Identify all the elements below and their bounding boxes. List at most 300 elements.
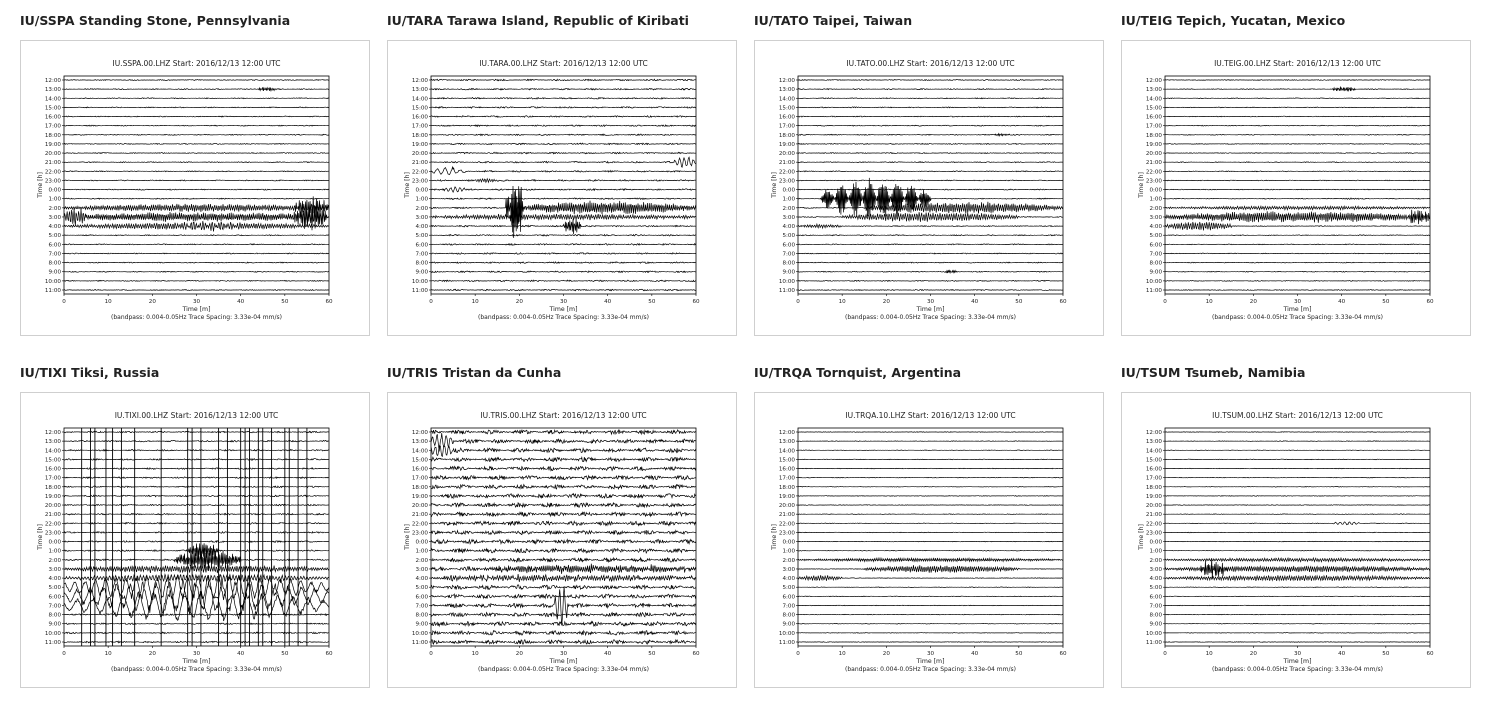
x-tick-label: 50	[281, 299, 289, 305]
y-axis-label: Time [h]	[37, 172, 44, 198]
x-tick-label: 20	[148, 651, 156, 657]
trace-line	[64, 290, 329, 291]
y-tick-label: 23:00	[778, 178, 795, 185]
y-tick-label: 5:00	[415, 585, 428, 592]
chart-footer: (bandpass: 0.004-0.05Hz Trace Spacing: 3.33e-04 mm/s)	[845, 666, 1016, 673]
trace-line	[1165, 198, 1430, 199]
y-axis-label: Time [h]	[771, 524, 778, 550]
y-tick-label: 7:00	[48, 603, 61, 610]
y-tick-label: 6:00	[415, 242, 428, 249]
y-tick-label: 4:00	[415, 224, 428, 231]
y-tick-label: 5:00	[48, 233, 61, 240]
chart-footer: (bandpass: 0.004-0.05Hz Trace Spacing: 3.33e-04 mm/s)	[111, 666, 282, 673]
y-tick-label: 20:00	[411, 151, 428, 158]
y-tick-label: 5:00	[1149, 233, 1162, 240]
trace-line	[1165, 575, 1430, 581]
y-tick-label: 21:00	[411, 512, 428, 519]
trace-line	[64, 198, 329, 199]
helicorder-chart	[1122, 393, 1470, 687]
y-tick-label: 15:00	[778, 457, 795, 464]
y-tick-label: 12:00	[44, 430, 61, 436]
y-tick-label: 21:00	[1145, 512, 1162, 519]
y-tick-label: 22:00	[411, 169, 428, 176]
y-tick-label: 10:00	[411, 630, 428, 637]
trace-line	[798, 514, 1063, 515]
trace-group	[431, 430, 696, 644]
trace-line	[431, 125, 696, 127]
y-tick-label: 19:00	[44, 493, 61, 500]
y-tick-label: 16:00	[1145, 114, 1162, 121]
y-tick-label: 0:00	[782, 539, 795, 546]
y-tick-label: 3:00	[782, 214, 795, 221]
trace-line	[798, 550, 1063, 551]
x-tick-label: 40	[604, 651, 612, 657]
y-tick-label: 1:00	[415, 196, 428, 203]
trace-line	[1165, 496, 1430, 497]
trace-line	[798, 134, 1063, 136]
y-tick-label: 13:00	[44, 439, 61, 446]
trace-line	[798, 125, 1063, 126]
y-tick-label: 18:00	[44, 132, 61, 139]
trace-line	[431, 88, 696, 90]
x-tick-label: 10	[104, 651, 112, 657]
trace-line	[798, 270, 1063, 273]
y-tick-label: 5:00	[48, 585, 61, 592]
y-tick-label: 6:00	[1149, 594, 1162, 601]
trace-line	[798, 153, 1063, 154]
chart-footer: (bandpass: 0.004-0.05Hz Trace Spacing: 3.33e-04 mm/s)	[478, 314, 649, 321]
trace-line	[1165, 450, 1430, 451]
y-tick-label: 8:00	[48, 260, 61, 267]
y-tick-label: 9:00	[415, 269, 428, 276]
station-heading: IU/TSUM Tsumeb, Namibia	[1121, 365, 1306, 380]
y-tick-label: 9:00	[48, 269, 61, 276]
x-tick-label: 50	[281, 651, 289, 657]
trace-line	[798, 614, 1063, 615]
trace-line	[1165, 477, 1430, 478]
x-tick-label: 10	[1205, 299, 1213, 305]
y-tick-label: 14:00	[411, 448, 428, 455]
trace-line	[798, 558, 1063, 562]
trace-line	[798, 459, 1063, 460]
trace-line	[1165, 605, 1430, 606]
x-axis-label: Time [m]	[182, 306, 211, 313]
y-tick-label: 0:00	[48, 187, 61, 194]
trace-line	[1165, 98, 1430, 99]
y-tick-label: 8:00	[782, 612, 795, 619]
x-tick-label: 0	[796, 299, 800, 305]
y-tick-label: 13:00	[411, 439, 428, 446]
y-tick-label: 22:00	[778, 169, 795, 176]
y-tick-label: 8:00	[48, 612, 61, 619]
trace-line	[798, 523, 1063, 524]
y-tick-label: 9:00	[1149, 269, 1162, 276]
y-tick-label: 20:00	[1145, 503, 1162, 510]
trace-line	[1165, 210, 1430, 224]
y-tick-label: 13:00	[778, 439, 795, 446]
trace-line	[798, 575, 1063, 581]
x-tick-label: 10	[471, 299, 479, 305]
station-heading: IU/TRIS Tristan da Cunha	[387, 365, 562, 380]
y-tick-label: 14:00	[778, 448, 795, 455]
y-tick-label: 22:00	[1145, 169, 1162, 176]
trace-line	[431, 262, 696, 264]
y-tick-label: 21:00	[44, 160, 61, 167]
trace-line	[64, 87, 329, 91]
y-tick-label: 11:00	[1145, 640, 1162, 646]
y-tick-label: 10:00	[778, 278, 795, 285]
y-tick-label: 13:00	[1145, 87, 1162, 94]
y-tick-label: 13:00	[44, 87, 61, 94]
station-panel	[387, 12, 737, 321]
trace-line	[1165, 459, 1430, 460]
trace-line	[798, 180, 1063, 181]
trace-line	[64, 80, 329, 81]
trace-line	[431, 587, 696, 626]
y-tick-label: 3:00	[782, 566, 795, 573]
x-axis-label: Time [m]	[549, 306, 578, 313]
y-tick-label: 20:00	[411, 503, 428, 510]
trace-line	[798, 280, 1063, 281]
trace-line	[64, 180, 329, 181]
trace-line	[798, 143, 1063, 144]
x-tick-label: 20	[1249, 299, 1257, 305]
y-tick-label: 3:00	[48, 566, 61, 573]
chart-footer: (bandpass: 0.004-0.05Hz Trace Spacing: 3.33e-04 mm/s)	[478, 666, 649, 673]
y-tick-label: 15:00	[778, 105, 795, 112]
y-tick-label: 22:00	[44, 521, 61, 528]
y-tick-label: 15:00	[411, 105, 428, 112]
trace-line	[64, 143, 329, 144]
y-tick-label: 10:00	[778, 630, 795, 637]
trace-line	[1165, 262, 1430, 263]
y-tick-label: 5:00	[782, 585, 795, 592]
x-axis-label: Time [m]	[182, 658, 211, 665]
y-tick-label: 11:00	[778, 640, 795, 646]
y-tick-label: 2:00	[48, 205, 61, 212]
x-tick-label: 40	[971, 651, 979, 657]
y-tick-label: 1:00	[48, 548, 61, 555]
trace-line	[431, 585, 696, 589]
y-tick-label: 11:00	[1145, 288, 1162, 294]
x-tick-label: 60	[1059, 299, 1067, 305]
trace-line	[431, 457, 696, 462]
y-tick-label: 10:00	[44, 278, 61, 285]
trace-line	[1165, 244, 1430, 245]
trace-line	[798, 244, 1063, 245]
trace-line	[431, 219, 696, 234]
y-tick-label: 16:00	[778, 114, 795, 121]
trace-line	[1165, 541, 1430, 542]
x-axis-label: Time [m]	[916, 306, 945, 313]
trace-group	[1165, 80, 1430, 291]
trace-line	[798, 532, 1063, 533]
trace-line	[1165, 558, 1430, 578]
y-tick-label: 11:00	[778, 288, 795, 294]
trace-line	[798, 178, 1063, 218]
y-tick-label: 13:00	[778, 87, 795, 94]
x-tick-label: 40	[971, 299, 979, 305]
trace-line	[64, 253, 329, 254]
trace-line	[431, 107, 696, 109]
trace-line	[1165, 116, 1430, 117]
trace-line	[1165, 153, 1430, 154]
y-tick-label: 7:00	[782, 603, 795, 610]
x-tick-label: 10	[1205, 651, 1213, 657]
trace-line	[64, 134, 329, 135]
y-tick-label: 4:00	[48, 576, 61, 583]
y-tick-label: 19:00	[411, 141, 428, 148]
y-tick-label: 2:00	[415, 205, 428, 212]
x-tick-label: 60	[1059, 651, 1067, 657]
y-tick-label: 16:00	[411, 114, 428, 121]
station-heading: IU/SSPA Standing Stone, Pennsylvania	[20, 13, 291, 28]
x-tick-label: 50	[1015, 651, 1023, 657]
x-tick-label: 20	[515, 299, 523, 305]
y-tick-label: 16:00	[1145, 466, 1162, 473]
trace-line	[431, 134, 696, 135]
plot-axes-box	[1165, 428, 1430, 646]
trace-line	[431, 430, 696, 434]
trace-line	[1165, 144, 1430, 145]
trace-line	[431, 198, 696, 200]
trace-line	[1165, 633, 1430, 634]
x-tick-label: 0	[1163, 299, 1167, 305]
chart-title: IU.TRQA.10.LHZ Start: 2016/12/13 12:00 UTC	[845, 411, 1016, 420]
y-axis-label: Time [h]	[404, 172, 411, 198]
x-tick-label: 30	[192, 651, 201, 657]
x-tick-label: 60	[1426, 299, 1434, 305]
y-tick-label: 17:00	[778, 475, 795, 482]
trace-line	[1165, 125, 1430, 126]
trace-line	[64, 125, 329, 126]
x-tick-label: 40	[237, 299, 245, 305]
y-tick-label: 18:00	[411, 484, 428, 491]
chart-title: IU.TRIS.00.LHZ Start: 2016/12/13 12:00 UTC	[480, 411, 647, 420]
x-tick-label: 20	[148, 299, 156, 305]
y-tick-label: 2:00	[782, 205, 795, 212]
y-tick-label: 23:00	[411, 178, 428, 185]
helicorder-plot-frame	[1121, 392, 1471, 688]
helicorder-plot-frame	[20, 392, 370, 688]
trace-line	[64, 244, 329, 245]
y-tick-label: 3:00	[48, 214, 61, 221]
y-tick-label: 19:00	[778, 141, 795, 148]
trace-line	[431, 98, 696, 100]
y-tick-label: 11:00	[411, 640, 428, 646]
trace-group	[431, 79, 696, 291]
x-tick-label: 20	[882, 651, 890, 657]
x-tick-label: 10	[104, 299, 112, 305]
x-axis-label: Time [m]	[1283, 306, 1312, 313]
x-tick-label: 10	[838, 651, 846, 657]
y-tick-label: 3:00	[1149, 566, 1162, 573]
x-tick-label: 40	[604, 299, 612, 305]
y-tick-label: 14:00	[778, 96, 795, 103]
y-tick-label: 4:00	[1149, 224, 1162, 231]
x-tick-label: 30	[559, 651, 568, 657]
y-tick-label: 23:00	[1145, 530, 1162, 537]
trace-line	[431, 612, 696, 616]
y-tick-label: 0:00	[415, 539, 428, 546]
trace-line	[431, 289, 696, 291]
trace-line	[1165, 189, 1430, 190]
y-tick-label: 15:00	[44, 457, 61, 464]
trace-line	[431, 79, 696, 81]
trace-line	[1165, 80, 1430, 81]
trace-line	[798, 290, 1063, 291]
y-tick-label: 18:00	[44, 484, 61, 491]
helicorder-plot-frame	[387, 40, 737, 336]
x-tick-label: 20	[515, 651, 523, 657]
y-tick-label: 2:00	[1149, 205, 1162, 212]
y-tick-label: 11:00	[44, 288, 61, 294]
trace-line	[64, 280, 329, 281]
y-tick-label: 21:00	[778, 160, 795, 167]
helicorder-chart	[388, 393, 736, 687]
y-tick-label: 10:00	[1145, 278, 1162, 285]
trace-line	[431, 564, 696, 574]
y-axis-label: Time [h]	[404, 524, 411, 550]
trace-line	[431, 485, 696, 490]
x-tick-label: 40	[1338, 299, 1346, 305]
trace-group	[798, 80, 1063, 291]
trace-line	[798, 80, 1063, 81]
y-tick-label: 0:00	[782, 187, 795, 194]
y-tick-label: 1:00	[782, 196, 795, 203]
trace-line	[64, 116, 329, 117]
y-tick-label: 3:00	[1149, 214, 1162, 221]
x-tick-label: 40	[1338, 651, 1346, 657]
trace-line	[431, 271, 696, 273]
x-tick-label: 40	[237, 651, 245, 657]
trace-line	[1165, 87, 1430, 92]
y-tick-label: 23:00	[44, 530, 61, 537]
x-axis-label: Time [m]	[549, 658, 578, 665]
y-tick-label: 9:00	[48, 621, 61, 628]
trace-line	[798, 171, 1063, 172]
chart-title: IU.SSPA.00.LHZ Start: 2016/12/13 12:00 UTC	[112, 59, 281, 68]
chart-footer: (bandpass: 0.004-0.05Hz Trace Spacing: 3.33e-04 mm/s)	[845, 314, 1016, 321]
y-tick-label: 23:00	[411, 530, 428, 537]
trace-line	[431, 244, 696, 246]
trace-line	[431, 433, 696, 451]
y-tick-label: 16:00	[411, 466, 428, 473]
trace-line	[798, 162, 1063, 163]
y-tick-label: 0:00	[48, 539, 61, 546]
trace-line	[1165, 281, 1430, 282]
trace-line	[64, 221, 329, 231]
y-tick-label: 15:00	[44, 105, 61, 112]
trace-line	[1165, 587, 1430, 588]
y-tick-label: 6:00	[782, 242, 795, 249]
y-tick-label: 19:00	[44, 141, 61, 148]
y-tick-label: 17:00	[411, 123, 428, 130]
y-tick-label: 22:00	[1145, 521, 1162, 528]
station-panel	[1121, 12, 1471, 321]
trace-line	[431, 253, 696, 255]
y-tick-label: 7:00	[415, 603, 428, 610]
trace-line	[431, 512, 696, 516]
y-tick-label: 19:00	[1145, 141, 1162, 148]
y-tick-label: 8:00	[415, 260, 428, 267]
trace-line	[64, 171, 329, 172]
trace-line	[431, 143, 696, 145]
y-tick-label: 23:00	[1145, 178, 1162, 185]
helicorder-plot-frame	[754, 40, 1104, 336]
trace-line	[798, 496, 1063, 497]
y-tick-label: 3:00	[415, 214, 428, 221]
y-axis-label: Time [h]	[1138, 172, 1145, 198]
chart-title: IU.TARA.00.LHZ Start: 2016/12/13 12:00 UTC	[479, 59, 648, 68]
trace-line	[64, 153, 329, 154]
y-tick-label: 17:00	[44, 123, 61, 130]
trace-line	[1165, 596, 1430, 597]
trace-line	[798, 441, 1063, 442]
station-panel	[1121, 364, 1471, 673]
chart-footer: (bandpass: 0.004-0.05Hz Trace Spacing: 3.33e-04 mm/s)	[111, 314, 282, 321]
plot-axes-box	[64, 76, 329, 294]
station-heading: IU/TEIG Tepich, Yucatan, Mexico	[1121, 13, 1346, 28]
trace-line	[1165, 253, 1430, 254]
station-panel	[754, 12, 1104, 321]
trace-line	[798, 98, 1063, 99]
trace-line	[798, 116, 1063, 117]
y-tick-label: 3:00	[415, 566, 428, 573]
y-tick-label: 2:00	[782, 557, 795, 564]
trace-line	[1165, 162, 1430, 163]
y-tick-label: 17:00	[44, 475, 61, 482]
trace-group	[64, 428, 329, 646]
y-tick-label: 6:00	[48, 594, 61, 601]
y-tick-label: 9:00	[782, 621, 795, 628]
y-tick-label: 14:00	[44, 96, 61, 103]
y-tick-label: 12:00	[778, 78, 795, 84]
plot-axes-box	[431, 428, 696, 646]
trace-line	[798, 477, 1063, 478]
trace-line	[1165, 487, 1430, 488]
y-tick-label: 4:00	[1149, 576, 1162, 583]
y-tick-label: 12:00	[411, 430, 428, 436]
x-tick-label: 10	[838, 299, 846, 305]
y-tick-label: 23:00	[778, 530, 795, 537]
y-tick-label: 14:00	[1145, 448, 1162, 455]
trace-line	[64, 98, 329, 99]
y-tick-label: 7:00	[1149, 603, 1162, 610]
plot-axes-box	[1165, 76, 1430, 294]
trace-line	[431, 539, 696, 544]
trace-line	[1165, 522, 1430, 525]
station-panel	[754, 364, 1104, 673]
trace-line	[798, 487, 1063, 488]
y-tick-label: 2:00	[48, 557, 61, 564]
x-tick-label: 20	[882, 299, 890, 305]
y-tick-label: 12:00	[1145, 78, 1162, 84]
trace-line	[798, 633, 1063, 634]
y-tick-label: 7:00	[1149, 251, 1162, 258]
x-tick-label: 0	[429, 651, 433, 657]
y-tick-label: 18:00	[1145, 484, 1162, 491]
y-tick-label: 15:00	[411, 457, 428, 464]
y-tick-label: 5:00	[415, 233, 428, 240]
y-tick-label: 4:00	[48, 224, 61, 231]
helicorder-plot-frame	[1121, 40, 1471, 336]
chart-title: IU.TIXI.00.LHZ Start: 2016/12/13 12:00 UTC	[114, 411, 279, 420]
y-tick-label: 8:00	[1149, 260, 1162, 267]
trace-line	[798, 262, 1063, 263]
x-tick-label: 50	[1015, 299, 1023, 305]
trace-line	[1165, 614, 1430, 615]
